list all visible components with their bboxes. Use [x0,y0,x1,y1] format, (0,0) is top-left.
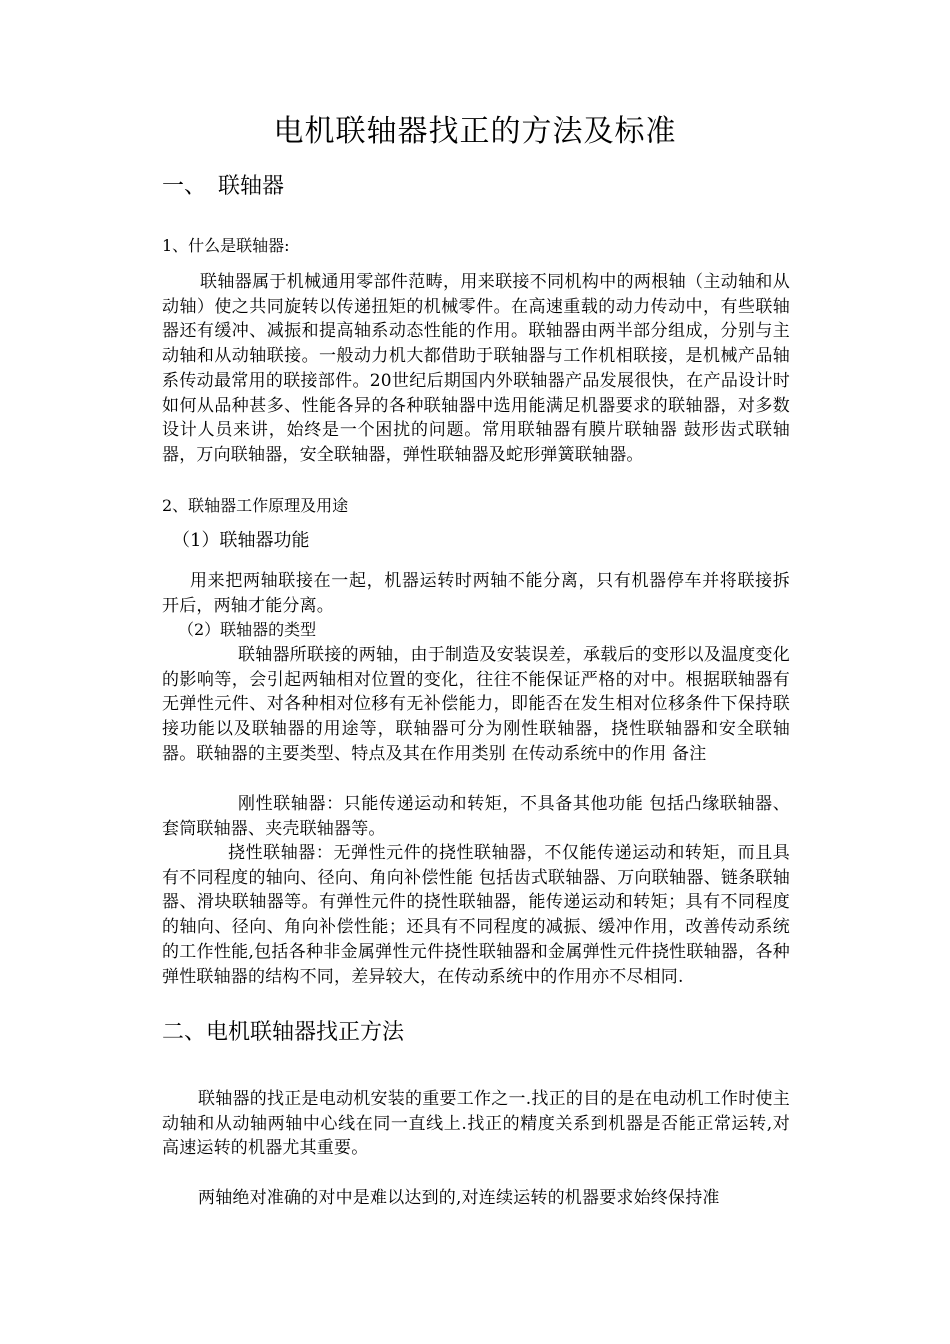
document-title: 电机联轴器找正的方法及标准 [273,114,677,149]
paragraph-coupling-types: 联轴器所联接的两轴，由于制造及安装误差，承载后的变形以及温度变化的影响等，会引起两轴相对位置的变化，往往不能保证严格的对中。根据联轴器有无弹性元件、对各种相对位移有无补偿能力，即能否在发生相对位移条件下保持联接功能以及联轴器的用途等，联轴器可分为刚性联轴器，挠性联轴器和安全联轴器。联轴器的主要类型、特点及其在作用类别 在传动系统中的作用 备注 [162,645,790,764]
paragraph-coupling-definition: 联轴器属于机械通用零部件范畴，用来联接不同机构中的两根轴（主动轴和从动轴）使之共同旋转以传递扭矩的机械零件。在高速重载的动力传动中，有些联轴器还有缓冲、减振和提高轴系动态性能的作用。联轴器由两半部分组成，分别与主动轴和从动轴联接。一般动力机大都借助于联轴器与工作机相联接，是机械产品轴系传动最常用的联接部件。20世纪后期国内外联轴器产品发展很快，在产品设计时如何从品种甚多、性能各异的各种联轴器中选用能满足机器要求的联轴器，对多数设计人员来讲，始终是一个困扰的问题。常用联轴器有膜片联轴器 鼓形齿式联轴器，万向联轴器，安全联轴器，弹性联轴器及蛇形弹簧联轴器。 [162,272,790,465]
paragraph-alignment-purpose: 联轴器的找正是电动机安装的重要工作之一.找正的目的是在电动机工作时使主动轴和从动轴两轴中心线在同一直线上.找正的精度关系到机器是否能正常运转,对高速运转的机器尤其重要。 [162,1089,790,1159]
paragraph-alignment-accuracy: 两轴绝对准确的对中是难以达到的,对连续运转的机器要求始终保持准 [198,1188,720,1208]
section-2-number: 二、 [162,1020,207,1045]
subheading-coupling-function: （1）联轴器功能 [172,530,310,551]
section-1-number: 一、 [162,174,207,199]
subheading-coupling-types: （2）联轴器的类型 [178,620,317,639]
section-2-title: 电机联轴器找正方法 [206,1020,405,1045]
section-2-heading [162,1018,404,1048]
section-1-heading [162,172,284,202]
question-principle-and-use: 2、联轴器工作原理及用途 [162,496,349,515]
paragraph-coupling-function: 用来把两轴联接在一起，机器运转时两轴不能分离，只有机器停车并将联接拆开后，两轴才能分离。 [162,571,790,616]
question-what-is-coupling: 1、什么是联轴器: [162,236,290,255]
section-1-title: 联轴器 [218,174,285,199]
paragraph-flexible-coupling: 挠性联轴器：无弹性元件的挠性联轴器，不仅能传递运动和转矩，而且具有不同程度的轴向、径向、角向补偿性能 包括齿式联轴器、万向联轴器、链条联轴器、滑块联轴器等。有弹性元件的挠性联轴器，能传递运动和转矩；具有不同程度的轴向、径向、角向补偿性能；还具有不同程度的减振、缓冲作用，改善传动系统的工作性能,包括各种非金属弹性元件挠性联轴器和金属弹性元件挠性联轴器，各种弹性联轴器的结构不同，差异较大，在传动系统中的作用亦不尽相同. [162,843,790,987]
paragraph-rigid-coupling: 刚性联轴器：只能传递运动和转矩，不具备其他功能 包括凸缘联轴器、套筒联轴器、夹壳联轴器等。 [162,794,790,839]
